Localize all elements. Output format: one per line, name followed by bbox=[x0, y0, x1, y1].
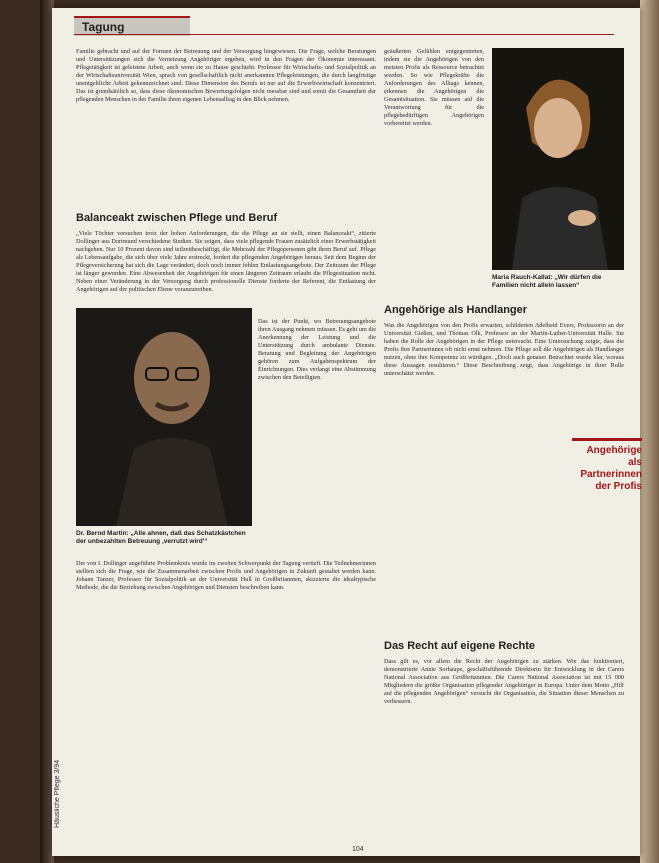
portrait-photo-left bbox=[76, 308, 252, 526]
vertical-journal-label: Häusliche Pflege 3/94 bbox=[54, 759, 61, 828]
right-column-top: geäußerten Gefühlen entgegentreten, indem sie die Angehörigen von den meisten Profis als Ressource betrachtet werden. So wie Pflegekräfte die Anforderungen des Alltags kennen, erkennen die Angehörigen die Gesamtsituation. Sie müssen auf die Verantwortung für die pflegebedürftigen Angehörigen vorbereitet werden. bbox=[384, 48, 484, 127]
pull-quote-box bbox=[572, 438, 642, 493]
pull-quote-text: Angehörige als Partnerinnen der Profis bbox=[580, 445, 642, 492]
caption-portrait-left: Dr. Bernd Martin: „Alle ahnen, daß das Schatzkästchen der unbezahlten Betreuung ‚verrutzt wird'“ bbox=[76, 530, 246, 545]
portrait-left-illustration bbox=[76, 308, 252, 526]
middle-column: Das ist der Punkt, wo Betreuungsangebote ihren Ausgang nehmen müssen. Es geht um die Anerkennung der Leistung und die Unterstützung durch ambulante Dienste. Beratung und Begleitung der Angehörigen gehören zum Aufgabenspektrum der Einrichtungen. Dies verlangt eine Abstimmung zwischen den Beteiligten. bbox=[258, 318, 376, 381]
left-column-bottom: Der von I. Dollinger angeführte Problemkreis wurde im zweiten Schwerpunkt der Tagung vertieft. Die Teilnehmerinnen stellten sich die Frage, wie die Zusammenarbeit zwischen Profis und Angehörigen in Zukunft gestaltet werden kann. Johann Tanzer, Professor für Sozialpolitik an der Universität Hull in Großbritannien, skizzierte die idealtypische Methode, die die Beziehung zwischen Angehörigen und Diensten beschreiben kann. bbox=[76, 560, 376, 591]
header-rule bbox=[74, 34, 614, 35]
section-header: Tagung bbox=[74, 16, 190, 36]
magazine-page bbox=[52, 8, 640, 856]
recht-column: Dass gilt es, vor allem die Recht der Angehörigen zu stärken. Wie das funktioniert, demonstrierte Annie Sorbaupe, geschäftsführende Direktorin für Entwicklung in der Carers National Association aus Großbritannien. Die Carers National Association ist mit 15 000 Mitgliedern die größte Organisation pflegender Angehöriger in Europa. Unter dem Motto „Hilf auf die pflegenden Angehörigen“ versucht die Organisation, die Situation dieser Menschen zu verbessern. bbox=[384, 658, 624, 705]
left-column-top: „Viele Töchter versuchen trotz der hohen Anforderungen, die die Pflege an sie stellt, einen Balanceakt“, zitierte Dollinger aus Dortmund verschiedene Studien. Sie zeigen, dass viele pflegende Frauen zusätzlich einer Erwerbstätigkeit nachgehen. Nur 10 Prozent davon sind teilzeitbeschäftigt, die Mehrzahl der Pflegepersonen gibt ihren Beruf auf. Pflege als Lebensaufgabe, die sich über viele Jahre erstreckt, fordert die pflegenden Angehörigen heraus. Seit dem Beginn der Pflegeversicherung hat sich die Lage verändert, doch noch immer fehlen Entlastungsangebote. Der Zeitraum der Pflege ist länger geworden. Eine Abwesenheit der Angehörigen für einen längeren Zeitraum erlaubt die Pflegesituation nicht. Neben einer Veränderung in der Versorgung durch professionelle Dienste forderte der Referent, die Entlastung der Angehörigen auf der politischen Ebene voranzutreiben. bbox=[76, 230, 376, 293]
page-number: 104 bbox=[352, 846, 364, 853]
heading-balanceakt: Balanceakt zwischen Pflege und Beruf bbox=[76, 212, 278, 224]
portrait-right-illustration bbox=[492, 48, 624, 270]
page-edge-strip bbox=[640, 0, 659, 863]
handlanger-column: Was die Angehörigen von den Profis erwarten, schilderten Adelheid Evers, Professorin an der Universität Gießen, und Thomas Olk, Professor an der Martin-Luther-Universität Halle. Sie haben die Rolle der Angehörigen in der Pflege untersucht. Eine Untersuchung zeigte, dass die Profis ihre Partnerinnen oft nicht ernst nehmen. Die Pflege soll die Angehörigen als Handlanger nutzen, ohne ihre Kompetenz zu würdigen. „Doch auch genauer Betrachtet wurde klar, woraus diese Aussagen resultieren.“ Diese Beschreibung zeigt, dass Angehörige in ihrer Rolle unterschätzt werden. bbox=[384, 322, 624, 377]
caption-portrait-right: Maria Rauch-Kallat: „Wir dürfen die Familien nicht allein lassen“ bbox=[492, 274, 602, 289]
intro-paragraph: Familie gebracht und auf der Formen der Betreuung und der Versorgung hingewiesen. Die Frage, welche Beratungen und Unterstützungen sich die Vernetzung Angehöriger ergeben, wird in den Fragen der Ökonomie interessant. Pflegetätigkeit ist geleistete Arbeit, auch wenn sie zu Hause geschieht. Professor für Wirtschafts- und Sozialpolitik an der Wirtschaftsuniversität Wien, sprach von gesellschaftlich nicht anerkannten Pflegeleistungen, die durch langfristige unentgeltliche Arbeit gekennzeichnet sind. Diese Dimension des Berufs ist nur auf die Erwerbswirtschaft konzentriert. Das ist grundsätzlich so, dass diese ökonomischen Bewertungsfolgen nicht messbar sind und somit die Gesamtheit der pflegenden Menschen in der Familie ihren eigenen Lebensalltag in den Blick nehmen. bbox=[76, 48, 376, 103]
heading-handlanger: Angehörige als Handlanger bbox=[384, 304, 528, 316]
heading-recht: Das Recht auf eigene Rechte bbox=[384, 640, 535, 652]
portrait-photo-right bbox=[492, 48, 624, 270]
